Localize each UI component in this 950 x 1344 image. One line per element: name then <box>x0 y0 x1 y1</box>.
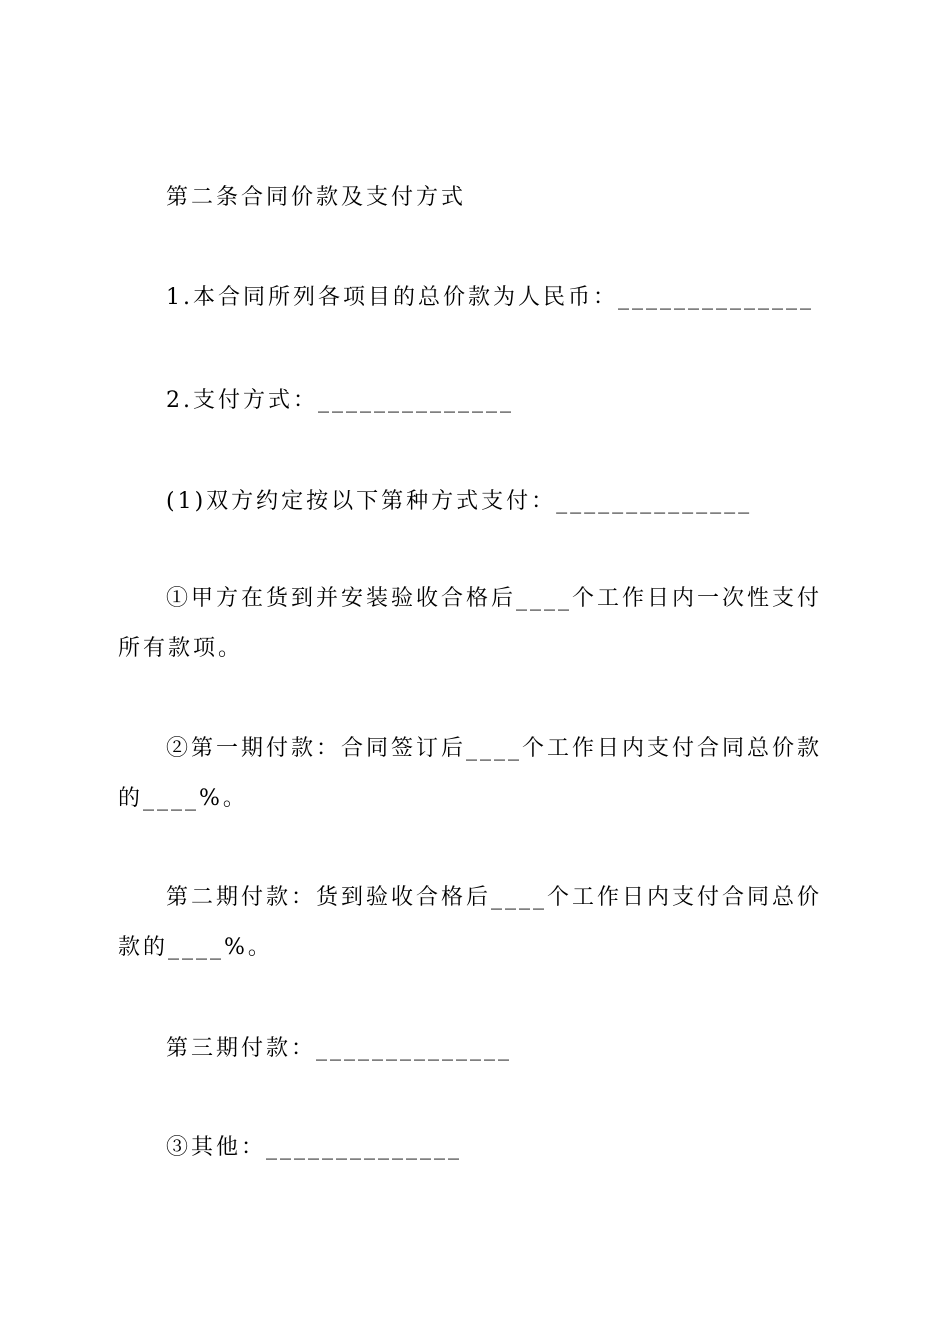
option-one-clause: ①甲方在货到并安装验收合格后____个工作日内一次性支付所有款项。 <box>118 586 823 661</box>
third-installment-clause: 第三期付款：______________ <box>166 1036 513 1061</box>
second-installment-clause: 第二期付款：货到验收合格后____个工作日内支付合同总价款的____%。 <box>118 885 823 960</box>
first-installment-clause: ②第一期付款：合同签订后____个工作日内支付合同总价款的____%。 <box>118 736 823 811</box>
other-option-clause: ③其他：______________ <box>166 1135 463 1160</box>
section-heading: 第二条合同价款及支付方式 <box>166 185 467 210</box>
total-price-clause: 1.本合同所列各项目的总价款为人民币：______________ <box>166 285 814 310</box>
payment-method-clause: 2.支付方式：______________ <box>166 388 514 413</box>
payment-option-clause: (1)双方约定按以下第种方式支付：______________ <box>166 489 753 514</box>
